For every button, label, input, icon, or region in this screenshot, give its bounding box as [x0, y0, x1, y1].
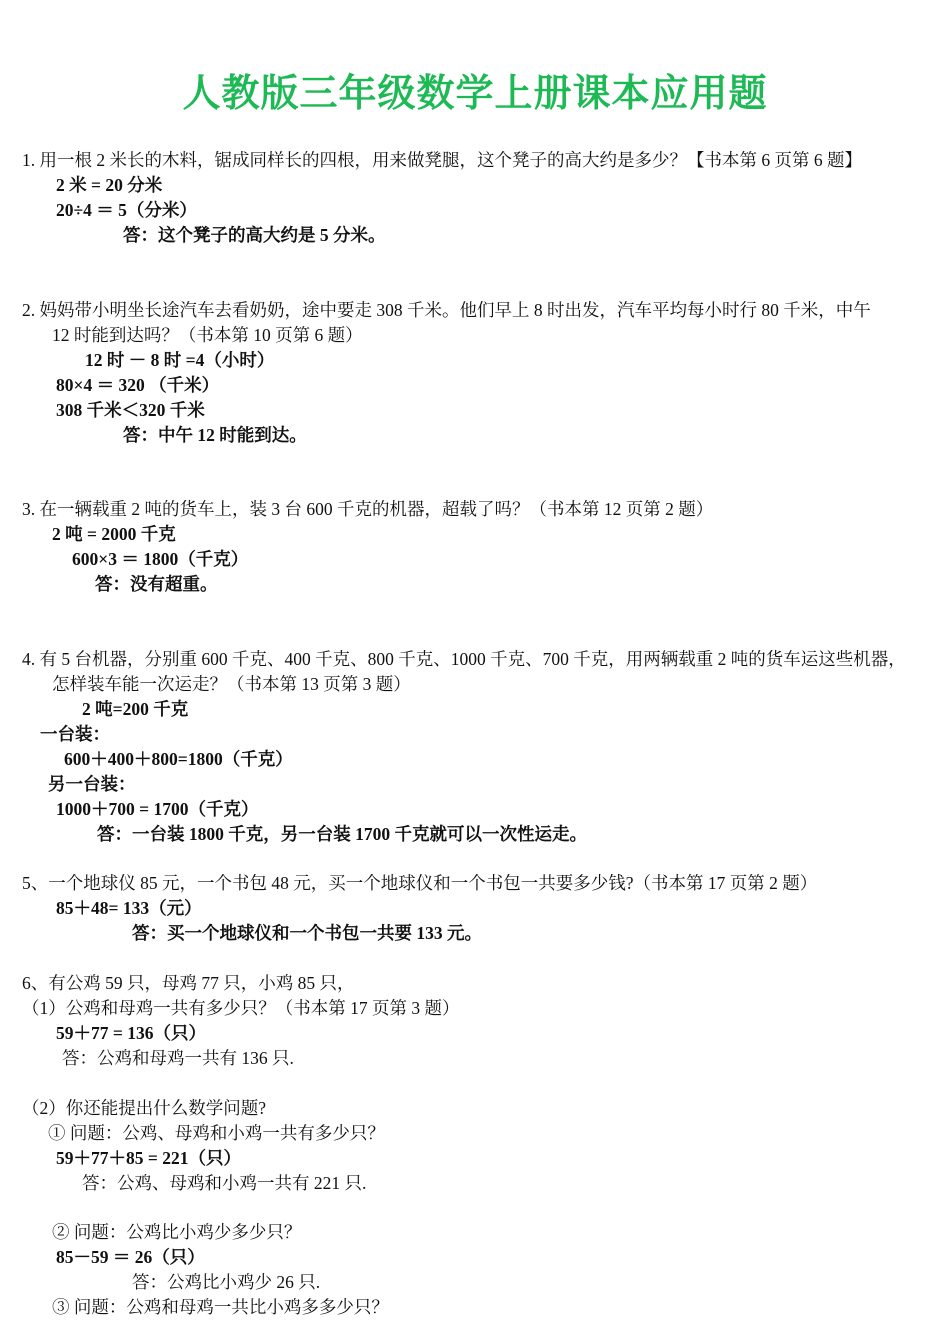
- text-line-q6-s1: 59＋77 = 136（只）: [56, 1023, 206, 1043]
- text-line-q6-b: （1）公鸡和母鸡一共有多少只？（书本第 17 页第 3 题）: [22, 998, 460, 1018]
- text-line-q6-p3: ③ 问题：公鸡和母鸡一共比小鸡多多少只？: [52, 1297, 389, 1317]
- text-line-q1-s1: 2 米 = 20 分米: [56, 175, 163, 195]
- text-line-q1-ans: 答：这个凳子的高大约是 5 分米。: [123, 225, 386, 245]
- text-line-q6-s2: 59＋77＋85 = 221（只）: [56, 1148, 241, 1168]
- text-line-q4-s2: 一台装：: [40, 724, 110, 744]
- text-line-q2-b: 12 时能到达吗？（书本第 10 页第 6 题）: [52, 325, 363, 345]
- text-line-q3-a: 3. 在一辆载重 2 吨的货车上，装 3 台 600 千克的机器，超载了吗？（书本第 12 页第 2 题）: [22, 499, 714, 519]
- text-line-q4-s3: 600＋400＋800=1800（千克）: [64, 749, 293, 769]
- text-line-q6-p2: ② 问题：公鸡比小鸡少多少只？: [52, 1222, 302, 1242]
- text-line-q1-s2: 20÷4 ＝ 5（分米）: [56, 200, 197, 220]
- text-line-q2-a: 2. 妈妈带小明坐长途汽车去看奶奶，途中要走 308 千米。他们早上 8 时出发，汽车平均每小时行 80 千米，中午: [22, 300, 871, 320]
- text-line-q4-ans: 答：一台装 1800 千克，另一台装 1700 千克就可以一次性运走。: [97, 824, 587, 844]
- text-line-q6-s3: 85－59 ＝ 26（只）: [56, 1247, 205, 1267]
- text-line-q6-a: 6、有公鸡 59 只，母鸡 77 只，小鸡 85 只，: [22, 973, 355, 993]
- text-line-q2-s1: 12 时 － 8 时 =4（小时）: [85, 350, 275, 370]
- text-line-q3-s2: 600×3 ＝ 1800（千克）: [72, 549, 249, 569]
- text-line-q6-ans3: 答：公鸡比小鸡少 26 只.: [132, 1272, 321, 1292]
- text-line-q4-s5: 1000＋700 = 1700（千克）: [56, 799, 259, 819]
- text-line-q3-ans: 答：没有超重。: [95, 574, 218, 594]
- text-line-q4-s1: 2 吨=200 千克: [82, 699, 189, 719]
- text-line-q2-s3: 308 千米＜320 千米: [56, 400, 205, 420]
- text-line-q6-ans1: 答：公鸡和母鸡一共有 136 只.: [62, 1048, 294, 1068]
- text-line-q5-a: 5、一个地球仪 85 元，一个书包 48 元，买一个地球仪和一个书包一共要多少钱?（书本第 17 页第 2 题）: [22, 873, 818, 893]
- page-title: 人教版三年级数学上册课本应用题: [182, 71, 768, 115]
- text-line-q4-s4: 另一台装：: [48, 774, 136, 794]
- text-line-q6-c: （2）你还能提出什么数学问题?: [22, 1098, 267, 1118]
- text-line-q2-ans: 答：中午 12 时能到达。: [123, 425, 307, 445]
- text-line-q5-s1: 85＋48= 133（元）: [56, 898, 202, 918]
- text-line-q4-b: 怎样装车能一次运走？（书本第 13 页第 3 题）: [52, 674, 411, 694]
- text-line-q2-s2: 80×4 ＝ 320 （千米）: [56, 375, 220, 395]
- text-line-q6-ans2: 答：公鸡、母鸡和小鸡一共有 221 只.: [82, 1173, 367, 1193]
- text-line-q5-ans: 答：买一个地球仪和一个书包一共要 133 元。: [132, 923, 482, 943]
- text-line-q1-a: 1. 用一根 2 米长的木料，锯成同样长的四根，用来做凳腿，这个凳子的高大约是多少？【书本第 6 页第 6 题】: [22, 150, 862, 170]
- text-line-q4-a: 4. 有 5 台机器，分别重 600 千克、400 千克、800 千克、1000 千克、700 千克，用两辆载重 2 吨的货车运这些机器，: [22, 649, 906, 669]
- text-line-q3-s1: 2 吨 = 2000 千克: [52, 524, 176, 544]
- text-line-q6-p1: ① 问题：公鸡、母鸡和小鸡一共有多少只？: [48, 1123, 385, 1143]
